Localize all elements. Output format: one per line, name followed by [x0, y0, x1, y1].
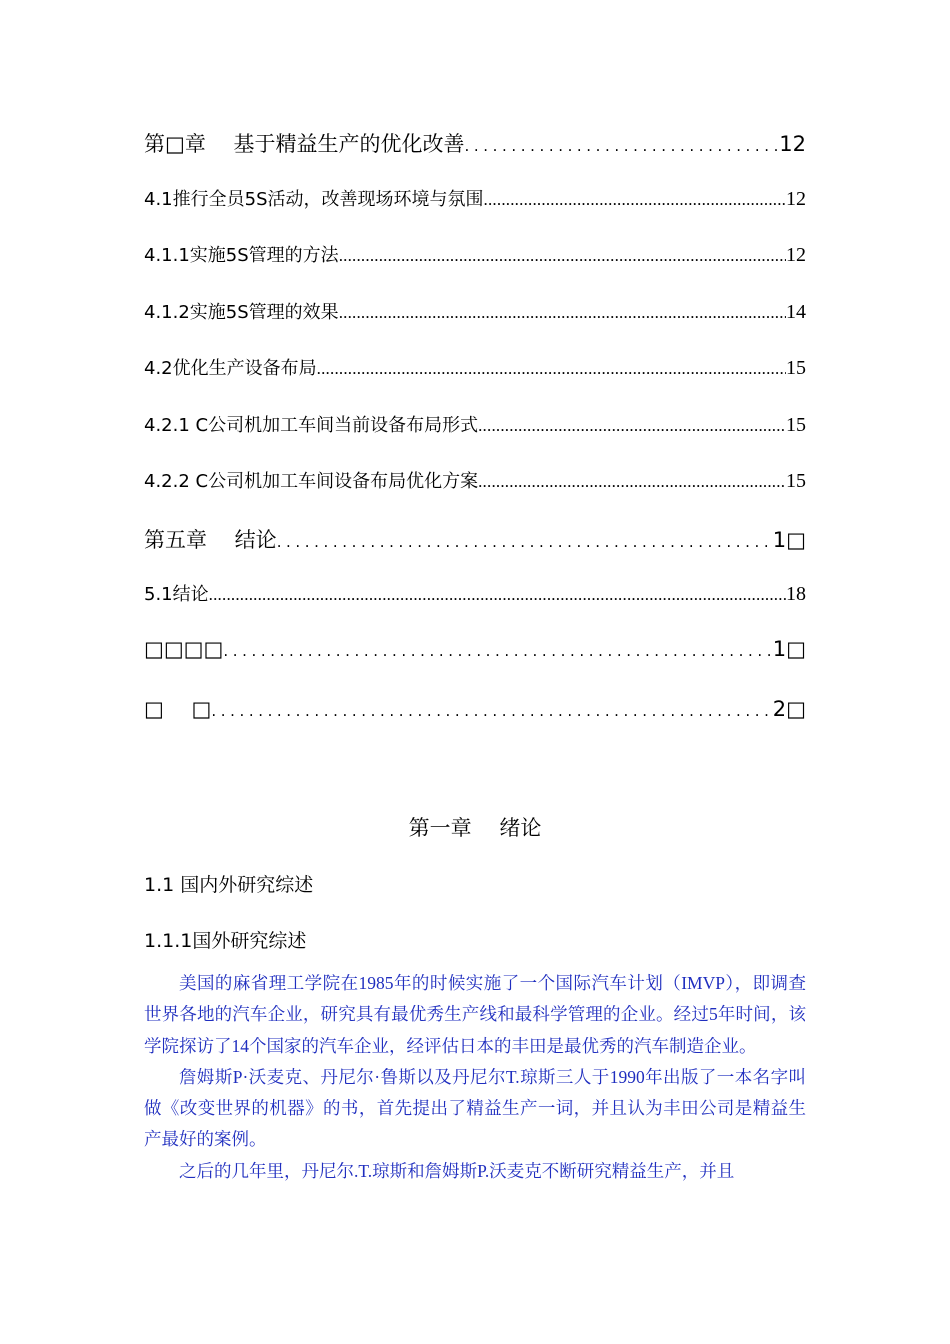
toc-entry-page: 14: [786, 300, 806, 323]
toc-entry-label: 4.2优化生产设备布局: [144, 358, 317, 379]
toc-leader-dots: [209, 585, 786, 605]
toc-leader-dots: [339, 303, 786, 323]
toc-entry[interactable]: [144, 467, 806, 524]
toc-entry-label: 第五章 结论: [144, 527, 277, 552]
toc-entry[interactable]: [144, 693, 806, 750]
toc-entry-page: 12: [786, 244, 806, 266]
toc-entry-label: 5.1结论: [144, 584, 209, 605]
toc-entry-label: 4.2.2 C公司机加工车间设备布局优化方案: [144, 471, 479, 492]
toc-entry-page: 12: [779, 132, 806, 156]
toc-entry-page: 1□: [772, 527, 806, 552]
subsection-heading: 1.1.1国外研究综述: [144, 930, 307, 952]
toc-leader-dots: [465, 137, 780, 155]
toc-leader-dots: [317, 359, 786, 379]
toc-leader-dots: [478, 416, 786, 436]
toc-entry[interactable]: [144, 185, 806, 242]
toc-entry[interactable]: [144, 128, 806, 185]
paragraph: 詹姆斯P·沃麦克、丹尼尔·鲁斯以及丹尼尔T.琼斯三人于1990年出版了一本名字叫做《改变世界的机器》的书，首先提出了精益生产一词，并且认为丰田公司是精益生产最好的案例。: [144, 1066, 806, 1150]
toc-entry-label: □□□□: [144, 636, 224, 661]
toc-leader-dots: [211, 702, 772, 720]
toc-entry-page: 18: [786, 583, 806, 605]
toc-leader-dots: [277, 533, 773, 551]
table-of-contents: [144, 128, 806, 750]
paragraph: 美国的麻省理工学院在1985年的时候实施了一个国际汽车计划（IMVP），即调查世界各地的汽车企业，研究具有最优秀生产线和最科学管理的企业。经过5年时间，该学院探访了14个国家的汽车企业，经评估日本的丰田是最优秀的汽车制造企业。: [144, 973, 806, 1056]
toc-leader-dots: [478, 472, 786, 492]
toc-entry-page: 15: [786, 357, 806, 379]
toc-entry-label: 4.1.1实施5S管理的方法: [144, 245, 339, 266]
chapter-title: 第一章 绪论: [408, 816, 542, 840]
toc-entry-page: 1□: [772, 636, 806, 661]
toc-entry-label: □ □: [144, 697, 212, 721]
toc-entry-label: 4.1推行全员5S活动，改善现场环境与氛围: [144, 188, 484, 210]
toc-leader-dots: [223, 642, 772, 660]
toc-entry-page: 15: [786, 413, 806, 436]
toc-entry[interactable]: [144, 637, 806, 694]
toc-entry-label: 第□章 基于精益生产的优化改善: [144, 132, 465, 156]
toc-entry-page: 15: [786, 470, 806, 492]
toc-leader-dots: [339, 246, 786, 266]
toc-entry-page: 2□: [772, 697, 806, 721]
paragraph: 之后的几年里，丹尼尔.T.琼斯和詹姆斯P.沃麦克不断研究精益生产，并且: [179, 1160, 735, 1181]
toc-entry[interactable]: [144, 298, 806, 355]
toc-entry[interactable]: [144, 241, 806, 298]
toc-entry[interactable]: [144, 524, 806, 581]
toc-entry-page: 12: [786, 187, 806, 210]
toc-entry[interactable]: [144, 580, 806, 637]
toc-entry[interactable]: [144, 411, 806, 468]
section-heading: 1.1 国内外研究综述: [144, 874, 314, 896]
toc-entry-label: 4.2.1 C公司机加工车间当前设备布局形式: [144, 414, 479, 436]
toc-leader-dots: [484, 190, 786, 210]
body-text: [144, 968, 806, 1187]
toc-entry[interactable]: [144, 354, 806, 411]
toc-entry-label: 4.1.2实施5S管理的效果: [144, 301, 339, 323]
